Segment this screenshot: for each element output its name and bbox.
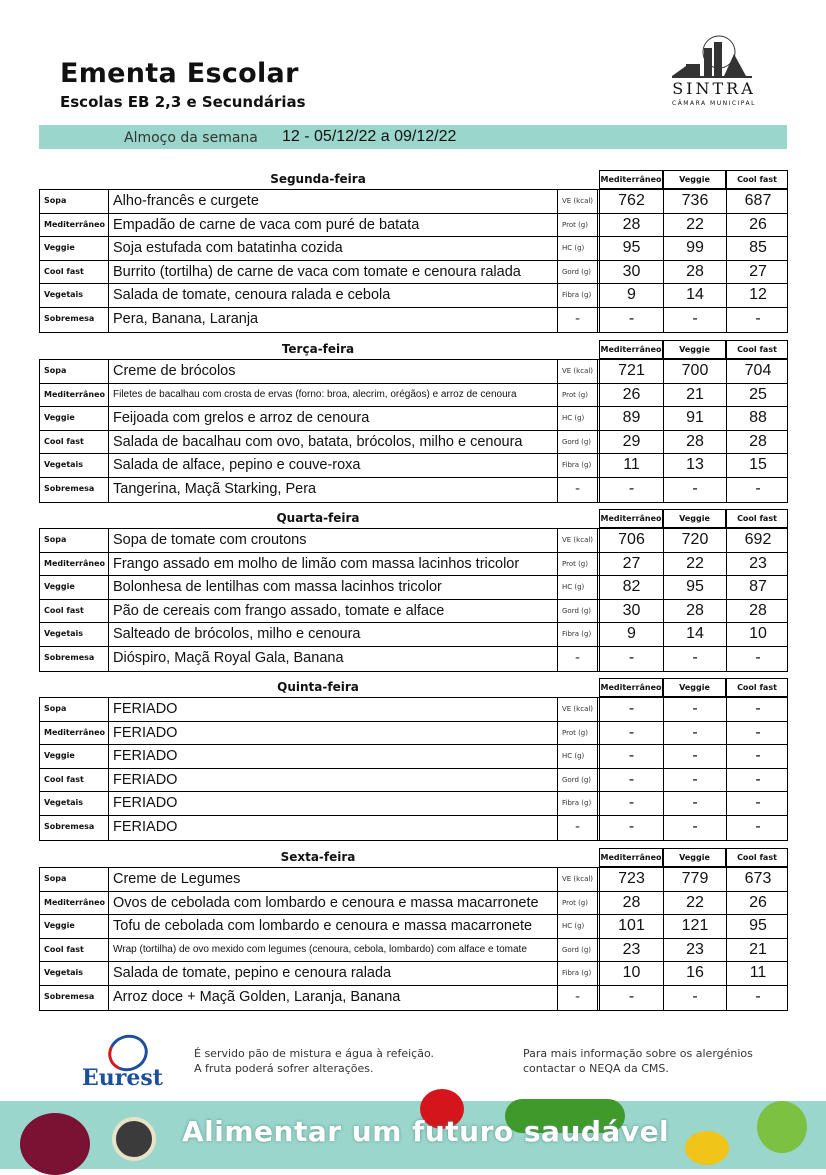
nutrient-value: 723 [600, 868, 664, 891]
nutrient-value: 11 [600, 454, 664, 477]
column-header: Cool fast [726, 340, 788, 359]
nutrient-unit: HC (g) [558, 576, 598, 599]
nutrient-value: - [664, 722, 727, 745]
category-label: Vegetais [40, 962, 109, 985]
dish-name: FERIADO [109, 816, 558, 840]
bread-note-line1: É servido pão de mistura e água à refeição. [194, 1047, 434, 1060]
nutrient-value: - [755, 700, 761, 717]
nutrient-value: 23 [664, 939, 727, 962]
column-header: Veggie [663, 509, 726, 528]
category-label: Mediterrâneo [40, 553, 109, 576]
menu-rows [39, 528, 788, 672]
week-bar [39, 125, 787, 149]
nutrient-value: 10 [600, 962, 664, 985]
column-header: Mediterrâneo [599, 678, 663, 697]
dish-name: Salada de alface, pepino e couve-roxa [109, 454, 558, 477]
nutrient-unit: Fibra (g) [558, 792, 598, 815]
nutrient-unit: Fibra (g) [558, 284, 598, 307]
nutrient-value: 28 [600, 892, 664, 915]
category-label: Vegetais [40, 454, 109, 477]
menu-rows [39, 867, 788, 1011]
nutrient-unit: HC (g) [558, 407, 598, 430]
nutrient-value: 26 [600, 384, 664, 407]
nutrient-value: 22 [664, 892, 727, 915]
category-label: Sobremesa [40, 647, 109, 671]
category-label: Mediterrâneo [40, 384, 109, 407]
menu-row [40, 190, 787, 214]
column-header: Mediterrâneo [599, 170, 663, 189]
dish-name: Arroz doce + Maçã Golden, Laranja, Banana [109, 986, 558, 1010]
category-label: Sopa [40, 190, 109, 213]
nutrient-value: 736 [664, 190, 727, 213]
menu-row [40, 868, 787, 892]
nutrient-value: 95 [600, 237, 664, 260]
dish-name: FERIADO [109, 792, 558, 815]
sintra-logo [664, 34, 764, 114]
nutrient-unit: Gord (g) [558, 600, 598, 623]
nutrient-value: - [600, 792, 664, 815]
dish-name: Burrito (tortilha) de carne de vaca com tomate e cenoura ralada [109, 261, 558, 284]
menu-row [40, 623, 787, 647]
column-header: Cool fast [726, 509, 788, 528]
nutrient-unit: Prot (g) [558, 892, 598, 915]
apple-icon [757, 1101, 807, 1153]
dish-name: Bolonhesa de lentilhas com massa lacinhos tricolor [109, 576, 558, 599]
sintra-palace-icon [664, 34, 764, 79]
category-label: Veggie [40, 576, 109, 599]
nutrient-value: 15 [749, 456, 767, 474]
nutrient-unit: - [558, 816, 598, 840]
menu-row [40, 576, 787, 600]
nutrient-value: 23 [600, 939, 664, 962]
nutrient-value: 9 [600, 284, 664, 307]
menu-rows [39, 359, 788, 503]
bread-note [194, 1046, 434, 1076]
nutrient-value: - [664, 745, 727, 768]
menu-row [40, 986, 787, 1010]
nutrient-value: - [664, 816, 727, 840]
nutrient-value: 706 [600, 529, 664, 552]
nutrient-value: 26 [749, 215, 767, 233]
dish-name: Empadão de carne de vaca com puré de batata [109, 214, 558, 237]
dish-name: Tangerina, Maçã Starking, Pera [109, 478, 558, 502]
menu-row [40, 284, 787, 308]
nutrient-value: - [755, 770, 761, 788]
slogan-text: Alimentar um futuro saudável [182, 1115, 670, 1148]
nutrient-unit: VE (kcal) [558, 529, 598, 552]
nutrient-value: 704 [744, 362, 772, 379]
nutrient-value: - [755, 479, 761, 497]
nutrient-value: 87 [749, 578, 767, 596]
dish-name: Feijoada com grelos e arroz de cenoura [109, 407, 558, 430]
category-label: Cool fast [40, 431, 109, 454]
category-label: Vegetais [40, 284, 109, 307]
column-header: Cool fast [726, 678, 788, 697]
nutrient-value: - [755, 987, 761, 1005]
menu-row [40, 792, 787, 816]
category-label: Cool fast [40, 769, 109, 792]
nutrient-unit: - [558, 986, 598, 1010]
nutrient-value: 11 [749, 964, 767, 982]
nutrient-unit: VE (kcal) [558, 868, 598, 891]
column-header: Veggie [663, 170, 726, 189]
nutrient-value: 22 [664, 214, 727, 237]
nutrient-unit: VE (kcal) [558, 360, 598, 383]
nutrient-value: 22 [664, 553, 727, 576]
nutrient-value: - [664, 792, 727, 815]
week-value: 12 - 05/12/22 a 09/12/22 [282, 128, 457, 145]
category-label: Sopa [40, 360, 109, 383]
nutrient-value: 673 [744, 870, 772, 887]
dish-name: Salteado de brócolos, milho e cenoura [109, 623, 558, 646]
slogan-banner [0, 1101, 826, 1169]
category-label: Cool fast [40, 600, 109, 623]
nutrient-value: - [755, 794, 761, 812]
nutrient-value: - [600, 986, 664, 1010]
beetroot-icon [20, 1113, 90, 1175]
menu-row [40, 407, 787, 431]
dish-name: Creme de Legumes [109, 868, 558, 891]
logo-name: SINTRA [672, 79, 756, 98]
column-header: Mediterrâneo [599, 509, 663, 528]
nutrient-unit: HC (g) [558, 915, 598, 938]
page-title: Ementa Escolar [60, 58, 299, 89]
menu-row [40, 698, 787, 722]
nutrient-unit: Prot (g) [558, 384, 598, 407]
nutrient-value: 28 [664, 261, 727, 284]
nutrient-value: 721 [600, 360, 664, 383]
category-label: Veggie [40, 237, 109, 260]
nutrient-value: 101 [600, 915, 664, 938]
category-label: Sopa [40, 698, 109, 721]
column-header: Mediterrâneo [599, 340, 663, 359]
nutrient-unit: - [558, 478, 598, 502]
menu-row [40, 308, 787, 332]
dish-name: Salada de tomate, pepino e cenoura ralada [109, 962, 558, 985]
menu-row [40, 431, 787, 455]
menu-row [40, 478, 787, 502]
nutrient-unit: HC (g) [558, 237, 598, 260]
nutrient-value: - [664, 478, 727, 502]
nutrient-value: 28 [749, 601, 767, 619]
nutrient-value: 9 [600, 623, 664, 646]
nutrient-value: 29 [600, 431, 664, 454]
category-label: Vegetais [40, 623, 109, 646]
bread-note-line2: A fruta poderá sofrer alterações. [194, 1062, 374, 1075]
category-label: Sobremesa [40, 308, 109, 332]
nutrient-value: - [600, 745, 664, 768]
nutrient-value: 30 [600, 600, 664, 623]
menu-row [40, 816, 787, 840]
menu-row [40, 647, 787, 671]
nutrient-value: 14 [664, 623, 727, 646]
nutrient-unit: Gord (g) [558, 431, 598, 454]
pepper-icon [685, 1131, 729, 1165]
dish-name: Frango assado em molho de limão com massa lacinhos tricolor [109, 553, 558, 576]
nutrient-value: 10 [749, 625, 767, 643]
nutrient-value: 21 [749, 940, 767, 958]
category-label: Sobremesa [40, 816, 109, 840]
menu-row [40, 214, 787, 238]
category-label: Vegetais [40, 792, 109, 815]
nutrient-value: 21 [664, 384, 727, 407]
allergen-note-line1: Para mais informação sobre os alergénios [523, 1047, 753, 1060]
column-header: Mediterrâneo [599, 848, 663, 867]
nutrient-unit: - [558, 647, 598, 671]
category-label: Mediterrâneo [40, 214, 109, 237]
category-label: Mediterrâneo [40, 722, 109, 745]
week-label: Almoço da semana [124, 130, 258, 146]
menu-row [40, 454, 787, 478]
nutrient-value: - [664, 647, 727, 671]
nutrient-value: 25 [749, 385, 767, 403]
dish-name: Dióspiro, Maçã Royal Gala, Banana [109, 647, 558, 671]
page-subtitle: Escolas EB 2,3 e Secundárias [60, 93, 306, 111]
menu-rows [39, 697, 788, 841]
menu-row [40, 553, 787, 577]
menu-row [40, 722, 787, 746]
category-label: Cool fast [40, 939, 109, 962]
dish-name: FERIADO [109, 722, 558, 745]
nutrient-unit: Gord (g) [558, 261, 598, 284]
nutrient-value: - [664, 769, 727, 792]
menu-row [40, 360, 787, 384]
dish-name: Pera, Banana, Laranja [109, 308, 558, 332]
category-label: Sobremesa [40, 986, 109, 1010]
dish-name: Pão de cereais com frango assado, tomate e alface [109, 600, 558, 623]
category-label: Sopa [40, 868, 109, 891]
column-header: Veggie [663, 340, 726, 359]
menu-row [40, 769, 787, 793]
column-header: Veggie [663, 848, 726, 867]
nutrient-value: - [600, 647, 664, 671]
nutrient-value: 27 [600, 553, 664, 576]
menu-rows [39, 189, 788, 333]
nutrient-value: 88 [749, 409, 767, 427]
nutrient-value: 16 [664, 962, 727, 985]
nutrient-unit: Gord (g) [558, 939, 598, 962]
dish-name: Creme de brócolos [109, 360, 558, 383]
column-header: Cool fast [726, 848, 788, 867]
day-table [39, 848, 788, 1010]
nutrient-value: 12 [749, 286, 767, 304]
nutrient-unit: Prot (g) [558, 722, 598, 745]
menu-row [40, 915, 787, 939]
category-label: Veggie [40, 745, 109, 768]
dish-name: FERIADO [109, 745, 558, 768]
menu-row [40, 600, 787, 624]
nutrient-value: 692 [744, 531, 772, 548]
day-table [39, 509, 788, 671]
nutrient-unit: Fibra (g) [558, 962, 598, 985]
dish-name: Sopa de tomate com croutons [109, 529, 558, 552]
menu-row [40, 962, 787, 986]
day-name: Sexta-feira [280, 850, 356, 864]
nutrient-unit: VE (kcal) [558, 698, 598, 721]
nutrient-value: 13 [664, 454, 727, 477]
nutrient-unit: Prot (g) [558, 553, 598, 576]
dish-name: Soja estufada com batatinha cozida [109, 237, 558, 260]
menu-row [40, 939, 787, 963]
nutrient-value: 82 [600, 576, 664, 599]
nutrient-value: 99 [664, 237, 727, 260]
nutrient-value: - [755, 309, 761, 327]
eggplant-slice-icon [112, 1117, 156, 1161]
dish-name: Salada de tomate, cenoura ralada e cebola [109, 284, 558, 307]
day-table [39, 340, 788, 502]
eurest-wordmark: Eurest [82, 1065, 163, 1091]
nutrient-value: - [755, 723, 761, 741]
menu-row [40, 529, 787, 553]
category-label: Sobremesa [40, 478, 109, 502]
nutrient-unit: VE (kcal) [558, 190, 598, 213]
nutrient-value: - [600, 769, 664, 792]
nutrient-value: 28 [664, 600, 727, 623]
nutrient-value: 95 [664, 576, 727, 599]
nutrient-value: - [664, 986, 727, 1010]
menu-row [40, 384, 787, 408]
eurest-logo [78, 1035, 168, 1095]
nutrient-value: - [600, 816, 664, 840]
nutrient-value: - [664, 308, 727, 332]
nutrient-unit: Prot (g) [558, 214, 598, 237]
nutrient-value: 687 [744, 192, 772, 209]
nutrient-value: - [664, 698, 727, 721]
nutrient-value: 28 [664, 431, 727, 454]
nutrient-value: 121 [664, 915, 727, 938]
day-name: Terça-feira [281, 342, 355, 356]
nutrient-value: 91 [664, 407, 727, 430]
day-name: Segunda-feira [270, 172, 366, 186]
nutrient-value: - [600, 698, 664, 721]
dish-name: Salada de bacalhau com ovo, batata, brócolos, milho e cenoura [109, 431, 558, 454]
nutrient-value: 89 [600, 407, 664, 430]
nutrient-value: 30 [600, 261, 664, 284]
nutrient-value: - [755, 648, 761, 666]
day-table [39, 170, 788, 332]
nutrient-value: 26 [749, 893, 767, 911]
nutrient-unit: Fibra (g) [558, 454, 598, 477]
dish-name: Ovos de cebolada com lombardo e cenoura e massa macarronete [109, 892, 558, 915]
dish-name: FERIADO [109, 698, 558, 721]
nutrient-unit: Fibra (g) [558, 623, 598, 646]
nutrient-unit: HC (g) [558, 745, 598, 768]
nutrient-value: 95 [749, 917, 767, 935]
allergen-note-line2: contactar o NEQA da CMS. [523, 1062, 669, 1075]
nutrient-value: 762 [600, 190, 664, 213]
dish-name: Filetes de bacalhau com crosta de ervas (forno: broa, alecrim, orégãos) e arroz de cenoura [109, 384, 558, 407]
day-name: Quarta-feira [276, 511, 360, 525]
category-label: Mediterrâneo [40, 892, 109, 915]
menu-row [40, 261, 787, 285]
nutrient-value: 27 [749, 262, 767, 280]
nutrient-value: - [600, 478, 664, 502]
nutrient-value: - [600, 722, 664, 745]
category-label: Veggie [40, 407, 109, 430]
dish-name: Wrap (tortilha) de ovo mexido com legumes (cenoura, cebola, lombardo) com alface e tomate [109, 939, 558, 962]
nutrient-value: 720 [664, 529, 727, 552]
nutrient-unit: Gord (g) [558, 769, 598, 792]
nutrient-value: 85 [749, 239, 767, 257]
dish-name: Tofu de cebolada com lombardo e cenoura e massa macarronete [109, 915, 558, 938]
nutrient-value: 28 [600, 214, 664, 237]
category-label: Veggie [40, 915, 109, 938]
day-table [39, 678, 788, 840]
nutrient-value: - [755, 747, 761, 765]
nutrient-value: 700 [664, 360, 727, 383]
column-header: Veggie [663, 678, 726, 697]
nutrient-value: 14 [664, 284, 727, 307]
nutrient-unit: - [558, 308, 598, 332]
nutrient-value: 23 [749, 554, 767, 572]
menu-row [40, 237, 787, 261]
menu-row [40, 892, 787, 916]
nutrient-value: 779 [664, 868, 727, 891]
dish-name: Alho-francês e curgete [109, 190, 558, 213]
dish-name: FERIADO [109, 769, 558, 792]
column-header: Cool fast [726, 170, 788, 189]
nutrient-value: - [755, 817, 761, 835]
category-label: Sopa [40, 529, 109, 552]
category-label: Cool fast [40, 261, 109, 284]
nutrient-value: 28 [749, 432, 767, 450]
allergen-note [523, 1046, 753, 1076]
day-name: Quinta-feira [277, 680, 359, 694]
menu-row [40, 745, 787, 769]
nutrient-value: - [600, 308, 664, 332]
logo-subtitle: CÂMARA MUNICIPAL [672, 100, 756, 107]
